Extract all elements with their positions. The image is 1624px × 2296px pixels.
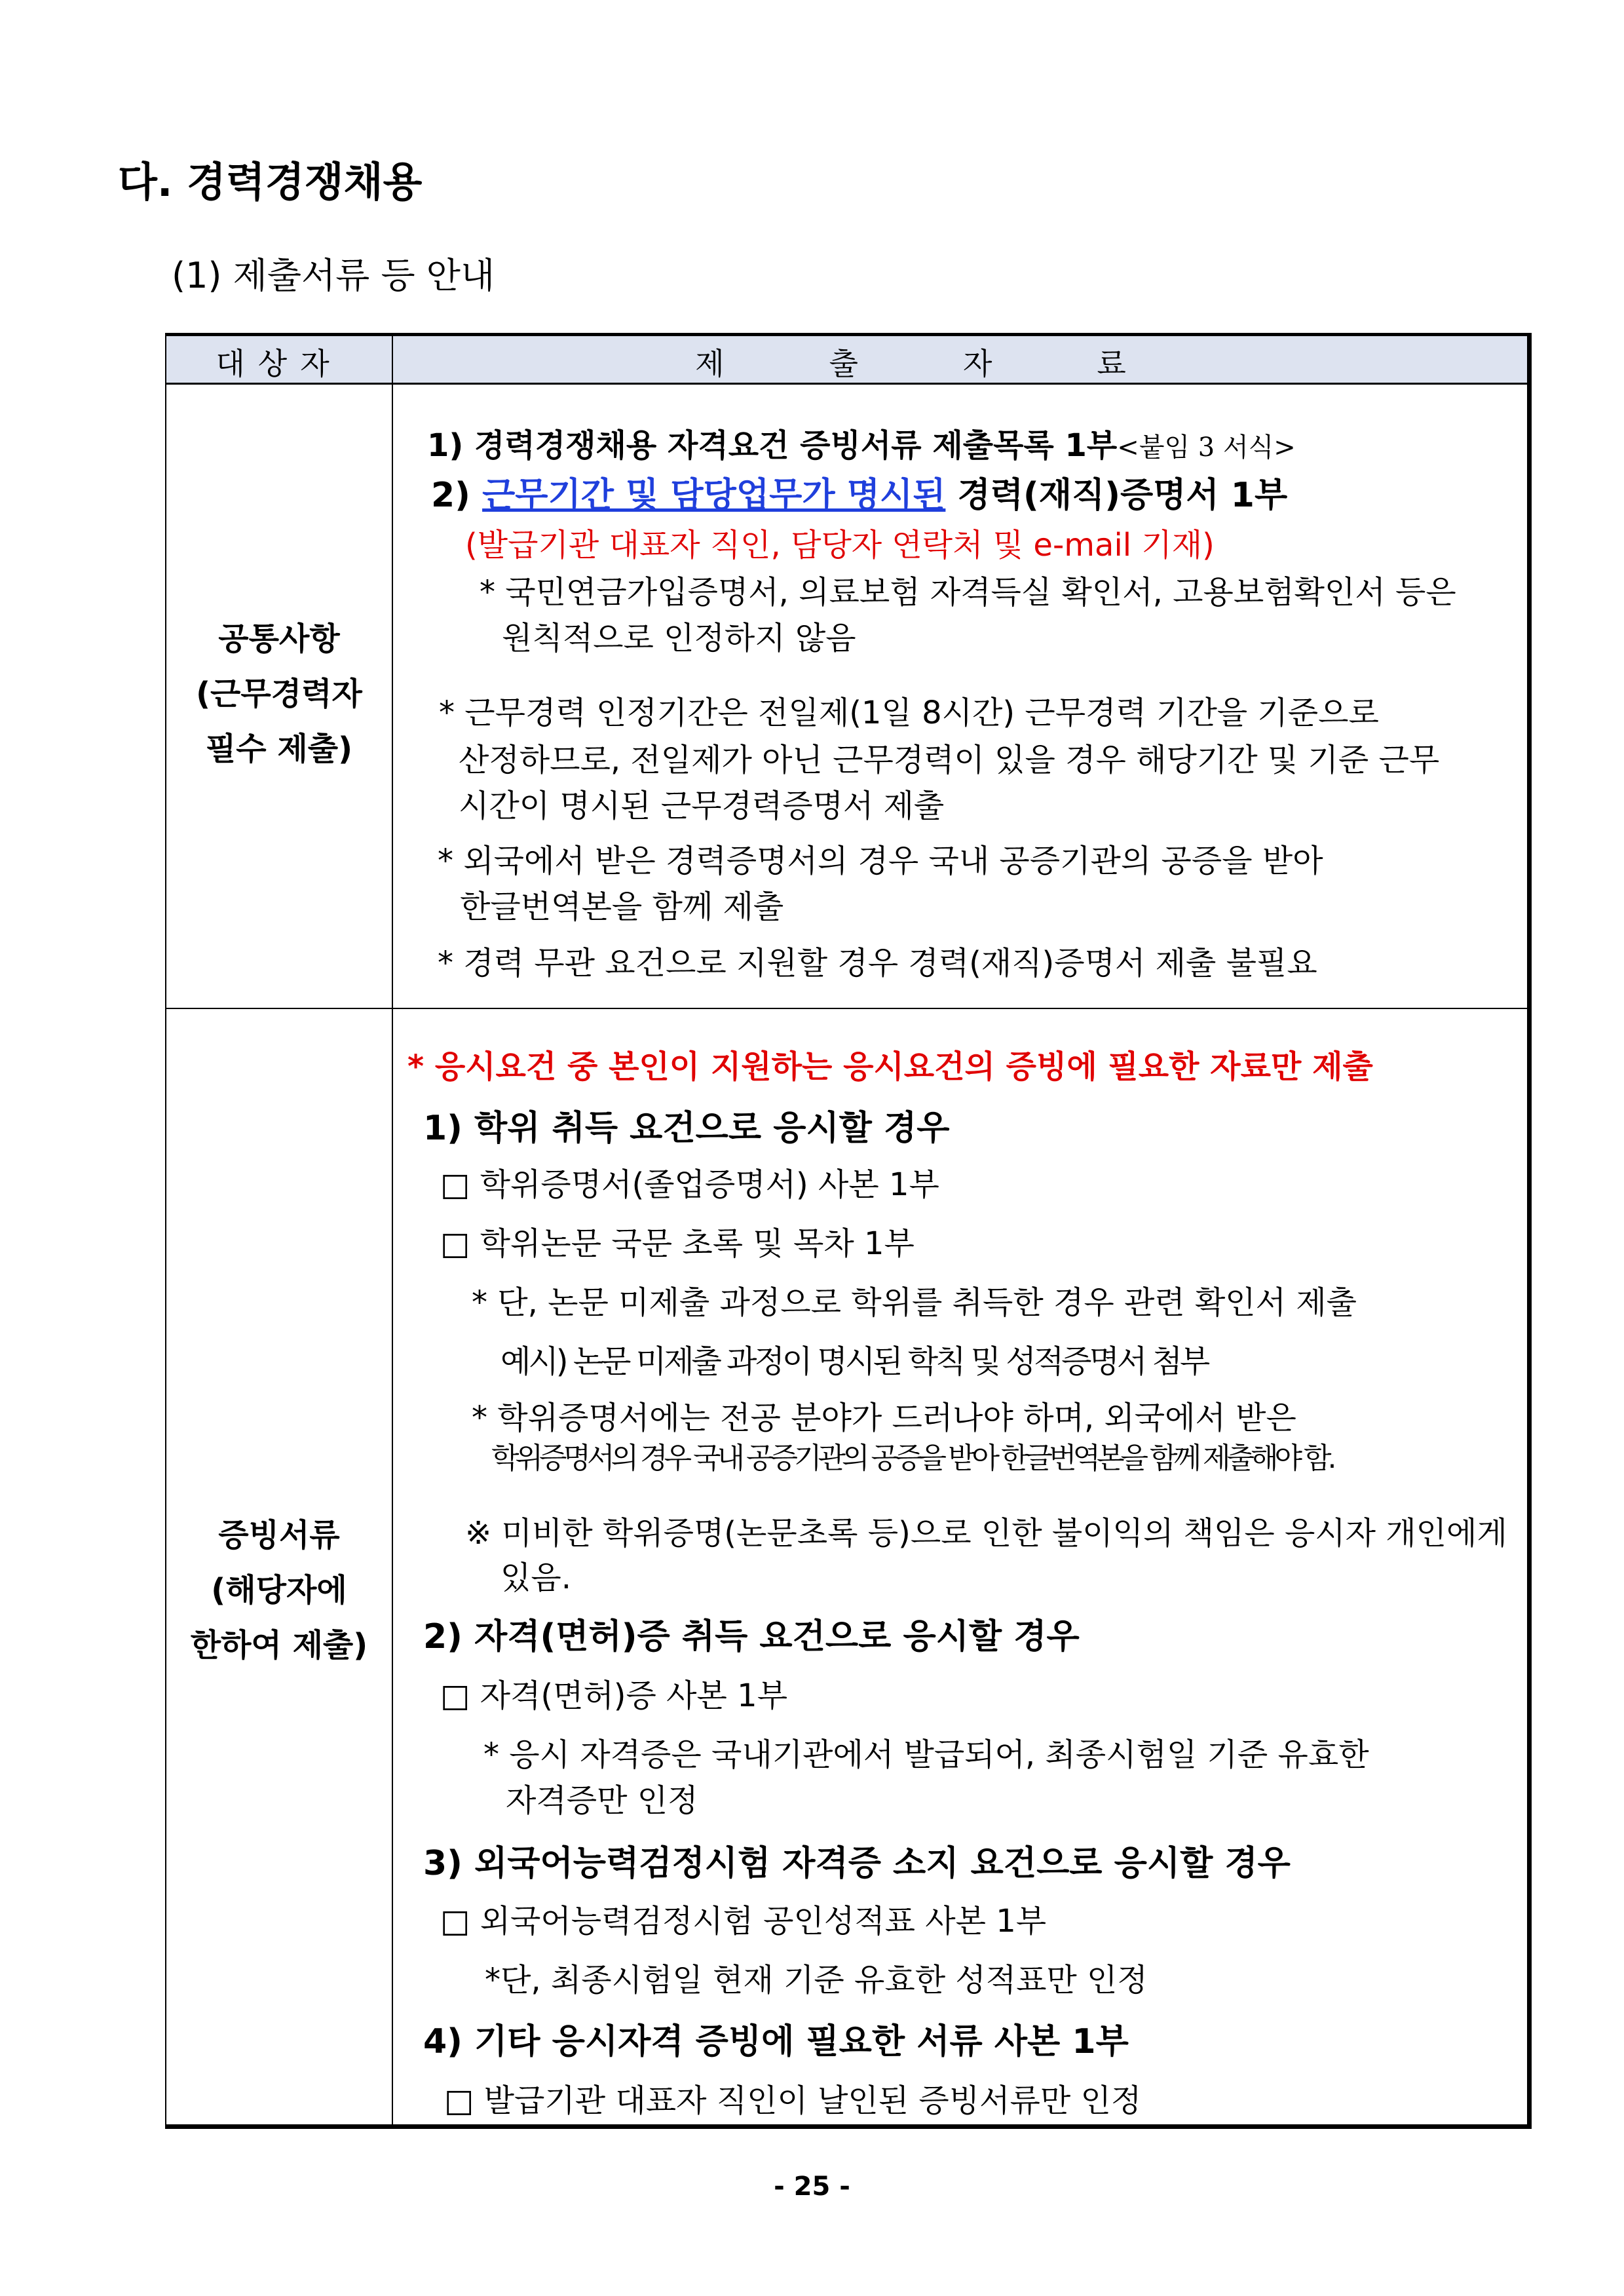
section4-title: 4) 기타 응시자격 증빙에 필요한 서류 사본 1부 <box>423 2022 1129 2061</box>
row2-category <box>166 1508 392 1673</box>
row-divider <box>166 1008 1527 1009</box>
row1-category-line2: (근무경력자 <box>196 676 362 712</box>
section1-note3: ※ 미비한 학위증명(논문초록 등)으로 인한 불이익의 책임은 응시자 개인에게 <box>465 1515 1507 1552</box>
section2-note1b: 자격증만 인정 <box>506 1782 698 1819</box>
section1-note1: * 단, 논문 미제출 과정으로 학위를 취득한 경우 관련 확인서 제출 <box>472 1284 1357 1321</box>
row1-note-b-line2: 산정하므로, 전일제가 아닌 근무경력이 있을 경우 해당기간 및 기준 근무 <box>459 742 1440 778</box>
row1-category <box>166 611 392 776</box>
section3-note1: *단, 최종시험일 현재 기준 유효한 성적표만 인정 <box>485 1962 1148 1999</box>
row2-category-line3: 한하여 제출) <box>190 1627 368 1664</box>
section3-title: 3) 외국어능력검정시험 자격증 소지 요건으로 응시할 경우 <box>423 1844 1291 1883</box>
row1-category-line1: 공통사항 <box>218 621 340 657</box>
documents-table <box>165 333 1532 2129</box>
row1-note-c-line2: 한글번역본을 함께 제출 <box>460 889 784 925</box>
row1-note-a-line1: * 국민연금가입증명서, 의료보험 자격득실 확인서, 고용보험확인서 등은 <box>480 574 1456 611</box>
row1-note-b-line3: 시간이 명시된 근무경력증명서 제출 <box>459 788 945 824</box>
row1-note-c-line1: * 외국에서 받은 경력증명서의 경우 국내 공증기관의 공증을 받아 <box>438 843 1323 879</box>
section1-note2: * 학위증명서에는 전공 분야가 드러나야 하며, 외국에서 받은 <box>472 1400 1296 1436</box>
row2-category-line1: 증빙서류 <box>218 1517 340 1554</box>
row1-item2-red-note: (발급기관 대표자 직인, 담당자 연락처 및 e-mail 기재) <box>465 527 1215 564</box>
row1-note-d: * 경력 무관 요건으로 지원할 경우 경력(재직)증명서 제출 불필요 <box>438 945 1317 982</box>
header-target: 대상자 <box>216 346 343 381</box>
section1-item1: □ 학위증명서(졸업증명서) 사본 1부 <box>440 1166 939 1203</box>
section1-note2b: 학위증명서의 경우 국내 공증기관의 공증을 받아 한글번역본을 함께 제출해야 함. <box>491 1442 1333 1475</box>
page-number: - 25 - <box>774 2172 850 2202</box>
section2-item1: □ 자격(면허)증 사본 1부 <box>440 1677 788 1714</box>
section1-title: 1) 학위 취득 요건으로 응시할 경우 <box>423 1109 950 1148</box>
table-header <box>166 336 1527 385</box>
section1-note3b: 있음. <box>500 1559 571 1596</box>
column-divider <box>392 336 393 2124</box>
row2-category-line2: (해당자에 <box>211 1572 347 1609</box>
subsection-heading: (1) 제출서류 등 안내 <box>172 255 495 296</box>
row1-category-line3: 필수 제출) <box>205 731 353 767</box>
row1-item2 <box>431 467 1287 516</box>
row1-item1-main: 1) 경력경쟁채용 자격요건 증빙서류 제출목록 1부 <box>427 427 1118 464</box>
row1-note-a-line2: 원칙적으로 인정하지 않음 <box>502 620 856 657</box>
section1-item2: □ 학위논문 국문 초록 및 목차 1부 <box>440 1225 915 1262</box>
row1-item2-highlight: 근무기간 및 담당업무가 명시된 <box>482 476 946 515</box>
section1-note1b: 예시) 논문 미제출 과정이 명시된 학칙 및 성적증명서 첨부 <box>500 1343 1208 1380</box>
row1-note-b-line1: * 근무경력 인정기간은 전일제(1일 8시간) 근무경력 기간을 기준으로 <box>439 695 1379 731</box>
header-documents: 제출자료 <box>695 346 1231 381</box>
section2-title: 2) 자격(면허)증 취득 요건으로 응시할 경우 <box>423 1617 1080 1656</box>
row1-item1-note: <붙임 3 서식> <box>1117 432 1296 463</box>
section-heading: 다. 경력경쟁채용 <box>118 158 423 206</box>
row2-red-note: * 응시요건 중 본인이 지원하는 응시요건의 증빙에 필요한 자료만 제출 <box>407 1048 1373 1085</box>
row1-item2-rest: 경력(재직)증명서 1부 <box>957 476 1288 515</box>
section3-item1: □ 외국어능력검정시험 공인성적표 사본 1부 <box>440 1903 1047 1940</box>
row1-item2-prefix: 2) <box>431 476 470 515</box>
section2-note1: * 응시 자격증은 국내기관에서 발급되어, 최종시험일 기준 유효한 <box>483 1736 1369 1773</box>
section4-item1: □ 발급기관 대표자 직인이 날인된 증빙서류만 인정 <box>444 2082 1142 2119</box>
row1-item1 <box>427 420 1296 465</box>
